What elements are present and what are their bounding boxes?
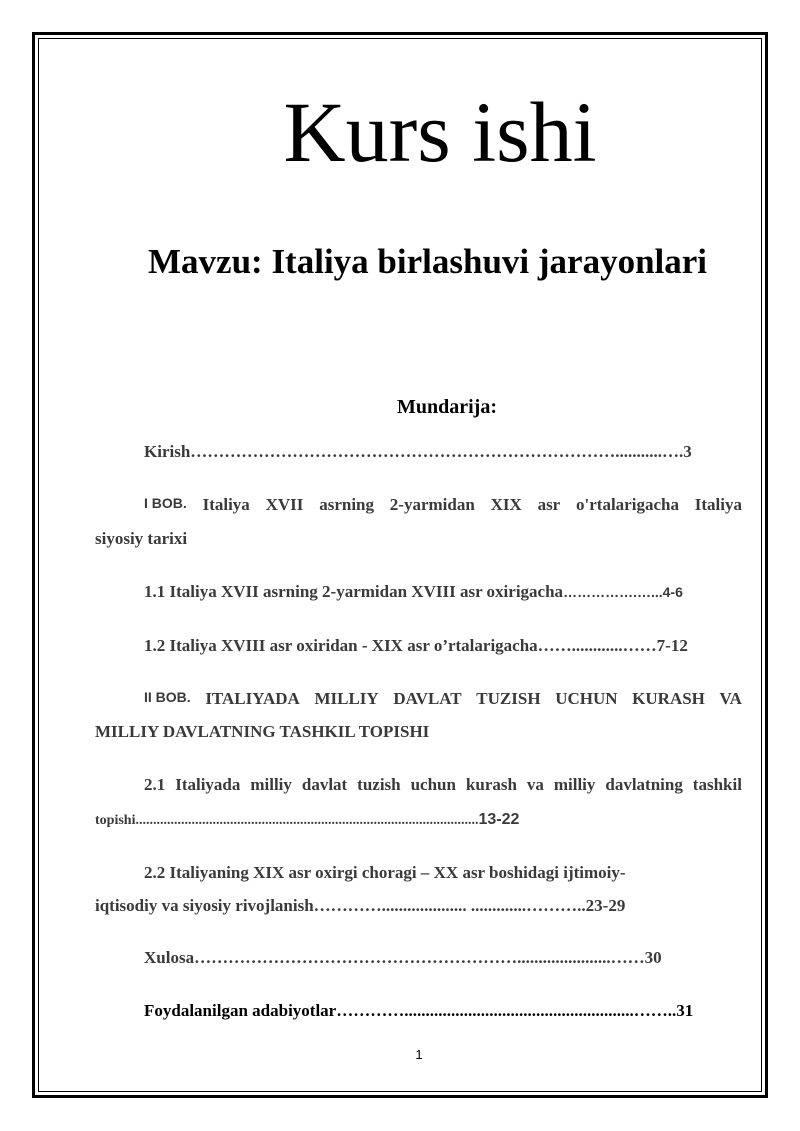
toc-2-1-word: davlatning bbox=[605, 775, 683, 794]
toc-entry-xulosa: Xulosa…………………………………………………......................……30 bbox=[144, 948, 662, 967]
toc-bob1-word: Italiya bbox=[694, 495, 742, 514]
toc-2-1-word: uchun bbox=[410, 775, 456, 794]
toc-bob1-word: asr bbox=[537, 495, 561, 514]
toc-bob1-word: 2-yarmidan bbox=[389, 495, 475, 514]
toc-entry-bob2 bbox=[144, 689, 742, 709]
toc-bob2-word: MILLIY bbox=[314, 689, 379, 708]
toc-2-1-word: tuzish bbox=[357, 775, 401, 794]
toc-entry-2-1-line2 bbox=[95, 809, 519, 829]
toc-bob1-word: XIX bbox=[490, 495, 522, 514]
page-border-inner bbox=[38, 38, 762, 1092]
toc-heading: Mundarija: bbox=[397, 396, 497, 418]
toc-2-1-word: va bbox=[526, 775, 544, 794]
toc-2-1-word: tashkil bbox=[692, 775, 742, 794]
toc-bob1-word: asrning bbox=[319, 495, 374, 514]
toc-entry-kirish: Kirish…………………………………………………………………...........….3 bbox=[144, 442, 692, 461]
toc-2-1-word: 2.1 bbox=[144, 775, 166, 794]
toc-bob2-word: UCHUN bbox=[555, 689, 618, 708]
toc-entry-1-2: 1.2 Italiya XVIII asr oxiridan - XIX asr o’rtalarigacha……............……7-12 bbox=[144, 636, 688, 655]
toc-2-1-dots: topishi.................................................................................................. bbox=[95, 813, 479, 828]
toc-bob2-word: ITALIYADA bbox=[205, 689, 300, 708]
toc-entry-bob1-line2: siyosiy tarixi bbox=[95, 529, 188, 548]
toc-2-1-word: Italiyada bbox=[175, 775, 241, 794]
toc-bob1-word: XVII bbox=[265, 495, 304, 514]
toc-2-1-word: milliy bbox=[553, 775, 596, 794]
toc-bob1-prefix: I BOB. bbox=[144, 495, 187, 511]
toc-entry-2-2-line2: iqtisodiy va siyosiy rivojlanish………….................... .............………..23-29 bbox=[95, 896, 626, 915]
toc-entry-bob1 bbox=[144, 495, 742, 515]
toc-bob1-word: Italiya bbox=[202, 495, 250, 514]
toc-2-1-word: davlat bbox=[301, 775, 348, 794]
page-number: 1 bbox=[415, 1047, 423, 1062]
toc-bob2-prefix: II BOB. bbox=[144, 689, 191, 705]
document-subtitle: Mavzu: Italiya birlashuvi jarayonlari bbox=[148, 242, 708, 281]
toc-entry-foydalanilgan: Foydalanilgan adabiyotlar…………......................................................……..31 bbox=[144, 1001, 694, 1020]
toc-entry-2-1 bbox=[144, 775, 742, 795]
toc-bob2-word: DAVLAT bbox=[393, 689, 462, 708]
toc-entry-1-1-text: 1.1 Italiya XVII asrning 2-yarmidan XVIII asr oxirigacha bbox=[144, 582, 564, 601]
toc-bob2-word: VA bbox=[719, 689, 742, 708]
toc-bob2-word: KURASH bbox=[632, 689, 705, 708]
toc-2-1-word: kurash bbox=[465, 775, 517, 794]
document-title: Kurs ishi bbox=[283, 84, 597, 180]
toc-entry-2-2: 2.2 Italiyaning XIX asr oxirgi choragi – XX asr boshidagi ijtimoiy- bbox=[144, 863, 626, 882]
toc-entry-1-1-dots: …………….…...4-6 bbox=[563, 584, 683, 600]
toc-2-1-pages: 13-22 bbox=[478, 811, 520, 828]
toc-bob2-word: TUZISH bbox=[476, 689, 541, 708]
toc-entry-bob2-line2: MILLIY DAVLATNING TASHKIL TOPISHI bbox=[95, 722, 430, 741]
toc-2-1-word: milliy bbox=[250, 775, 292, 794]
toc-entry-1-1 bbox=[144, 582, 683, 602]
toc-bob1-word: o'rtalarigacha bbox=[576, 495, 679, 514]
